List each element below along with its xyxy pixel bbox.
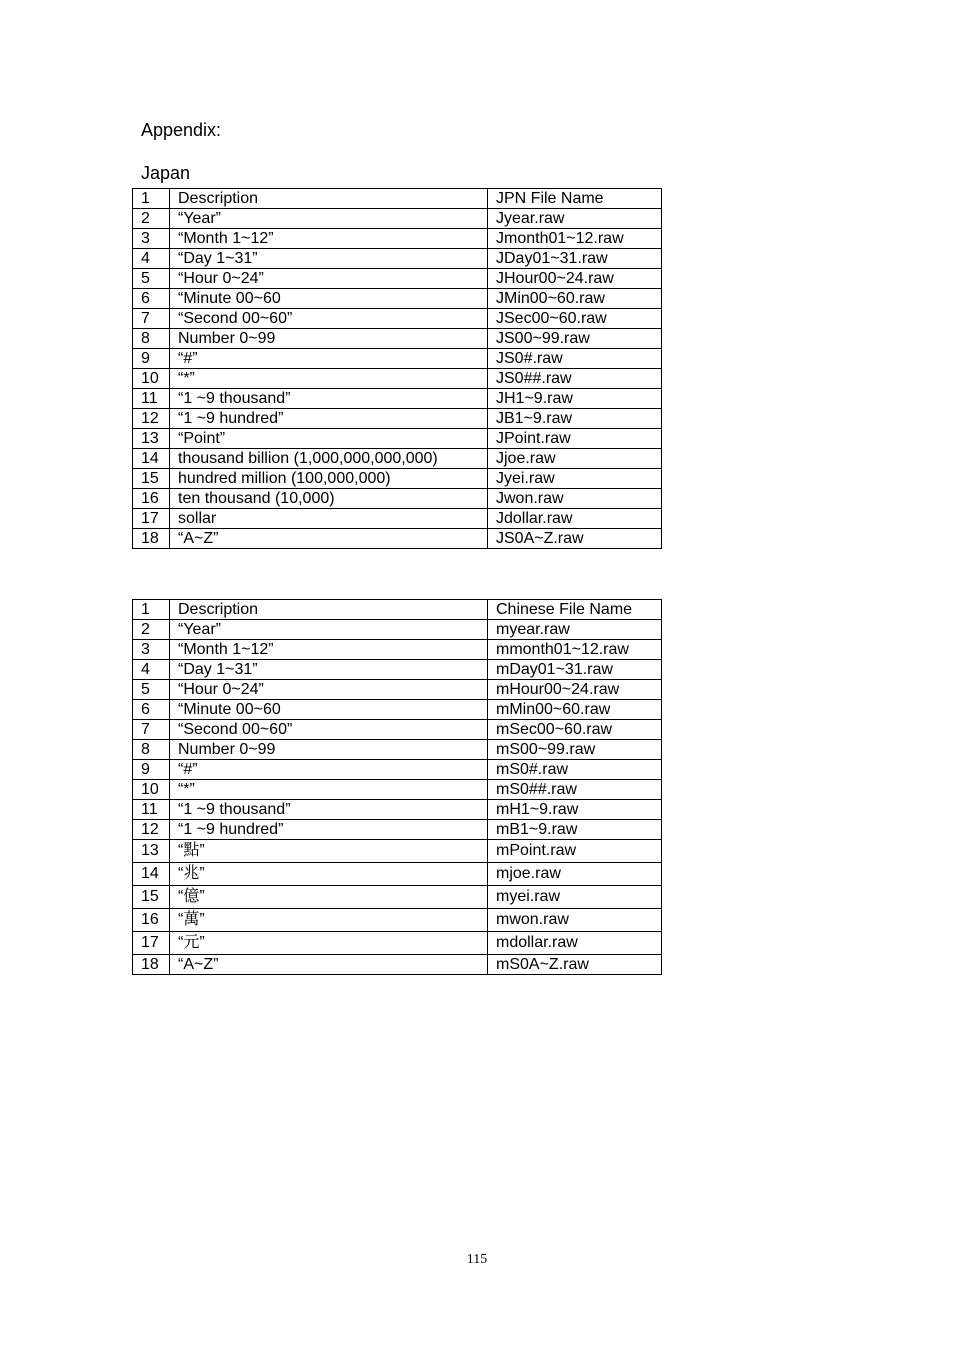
row-number-cell: 5 — [133, 680, 170, 700]
description-cell: thousand billion (1,000,000,000,000) — [170, 449, 488, 469]
description-cell: “Hour 0~24” — [170, 269, 488, 289]
file-name-cell: mmonth01~12.raw — [488, 640, 662, 660]
file-name-cell: mB1~9.raw — [488, 820, 662, 840]
description-cell: “1 ~9 hundred” — [170, 820, 488, 840]
table-row — [133, 429, 662, 449]
file-name-cell: mS00~99.raw — [488, 740, 662, 760]
row-number-cell: 15 — [133, 886, 170, 909]
row-number-cell: 7 — [133, 309, 170, 329]
row-number-cell: 8 — [133, 329, 170, 349]
file-name-cell: JS0##.raw — [488, 369, 662, 389]
row-number-cell: 8 — [133, 740, 170, 760]
table-row — [133, 680, 662, 700]
description-cell: “1 ~9 thousand” — [170, 800, 488, 820]
table-row — [133, 389, 662, 409]
japan-file-table — [132, 188, 662, 549]
file-name-cell: JS0#.raw — [488, 349, 662, 369]
description-cell: “萬” — [170, 909, 488, 932]
row-number-cell: 14 — [133, 449, 170, 469]
file-name-cell: JB1~9.raw — [488, 409, 662, 429]
file-name-cell: Jyear.raw — [488, 209, 662, 229]
description-cell: Number 0~99 — [170, 329, 488, 349]
file-name-cell: mDay01~31.raw — [488, 660, 662, 680]
description-cell: “#” — [170, 349, 488, 369]
description-cell: “A~Z” — [170, 529, 488, 549]
table-row — [133, 489, 662, 509]
row-number-cell: 5 — [133, 269, 170, 289]
table-row — [133, 409, 662, 429]
file-name-cell: JMin00~60.raw — [488, 289, 662, 309]
row-number-cell: 4 — [133, 660, 170, 680]
row-number-cell: 18 — [133, 529, 170, 549]
table-row — [133, 349, 662, 369]
appendix-heading: Appendix: — [141, 120, 222, 140]
chinese-file-table — [132, 599, 662, 975]
row-number-cell: 14 — [133, 863, 170, 886]
description-cell: “Month 1~12” — [170, 229, 488, 249]
file-name-cell: mS0##.raw — [488, 780, 662, 800]
file-name-cell: JSec00~60.raw — [488, 309, 662, 329]
file-name-cell: Jjoe.raw — [488, 449, 662, 469]
table-row — [133, 800, 662, 820]
row-number-cell: 4 — [133, 249, 170, 269]
table-row — [133, 469, 662, 489]
description-cell: “*” — [170, 780, 488, 800]
row-number-cell: 10 — [133, 369, 170, 389]
file-name-cell: JPN File Name — [488, 189, 662, 209]
table-header-row — [133, 189, 662, 209]
row-number-cell: 10 — [133, 780, 170, 800]
file-name-cell: JS0A~Z.raw — [488, 529, 662, 549]
description-cell: “點” — [170, 840, 488, 863]
table-header-row — [133, 600, 662, 620]
row-number-cell: 3 — [133, 229, 170, 249]
description-cell: “億” — [170, 886, 488, 909]
file-name-cell: Chinese File Name — [488, 600, 662, 620]
row-number-cell: 6 — [133, 289, 170, 309]
description-cell: “Day 1~31” — [170, 249, 488, 269]
description-cell: sollar — [170, 509, 488, 529]
row-number-cell: 12 — [133, 409, 170, 429]
row-number-cell: 17 — [133, 509, 170, 529]
table-row — [133, 886, 662, 909]
table-row — [133, 249, 662, 269]
table-row — [133, 820, 662, 840]
table-row — [133, 449, 662, 469]
file-name-cell: myei.raw — [488, 886, 662, 909]
file-name-cell: Jwon.raw — [488, 489, 662, 509]
file-name-cell: mSec00~60.raw — [488, 720, 662, 740]
description-cell: “A~Z” — [170, 955, 488, 975]
table-row — [133, 529, 662, 549]
file-name-cell: mPoint.raw — [488, 840, 662, 863]
table-row — [133, 209, 662, 229]
row-number-cell: 13 — [133, 429, 170, 449]
description-cell: “#” — [170, 760, 488, 780]
file-name-cell: Jmonth01~12.raw — [488, 229, 662, 249]
description-cell: Description — [170, 600, 488, 620]
table-row — [133, 909, 662, 932]
table-row — [133, 740, 662, 760]
table-row — [133, 369, 662, 389]
description-cell: ten thousand (10,000) — [170, 489, 488, 509]
row-number-cell: 11 — [133, 389, 170, 409]
table-row — [133, 863, 662, 886]
description-cell: hundred million (100,000,000) — [170, 469, 488, 489]
table-row — [133, 700, 662, 720]
row-number-cell: 2 — [133, 620, 170, 640]
row-number-cell: 13 — [133, 840, 170, 863]
table-row — [133, 780, 662, 800]
row-number-cell: 15 — [133, 469, 170, 489]
table-row — [133, 329, 662, 349]
description-cell: “1 ~9 thousand” — [170, 389, 488, 409]
description-cell: Number 0~99 — [170, 740, 488, 760]
row-number-cell: 16 — [133, 489, 170, 509]
description-cell: “Year” — [170, 209, 488, 229]
description-cell: “Hour 0~24” — [170, 680, 488, 700]
description-cell: Description — [170, 189, 488, 209]
japan-heading: Japan — [141, 163, 191, 183]
file-name-cell: mjoe.raw — [488, 863, 662, 886]
table-row — [133, 660, 662, 680]
table-row — [133, 289, 662, 309]
file-name-cell: mH1~9.raw — [488, 800, 662, 820]
row-number-cell: 1 — [133, 600, 170, 620]
description-cell: “Second 00~60” — [170, 309, 488, 329]
row-number-cell: 11 — [133, 800, 170, 820]
description-cell: “Year” — [170, 620, 488, 640]
row-number-cell: 18 — [133, 955, 170, 975]
description-cell: “Second 00~60” — [170, 720, 488, 740]
file-name-cell: JS00~99.raw — [488, 329, 662, 349]
table-row — [133, 229, 662, 249]
file-name-cell: Jdollar.raw — [488, 509, 662, 529]
row-number-cell: 12 — [133, 820, 170, 840]
row-number-cell: 9 — [133, 760, 170, 780]
file-name-cell: mS0#.raw — [488, 760, 662, 780]
file-name-cell: mwon.raw — [488, 909, 662, 932]
file-name-cell: mMin00~60.raw — [488, 700, 662, 720]
table-row — [133, 269, 662, 289]
file-name-cell: Jyei.raw — [488, 469, 662, 489]
table-row — [133, 620, 662, 640]
file-name-cell: myear.raw — [488, 620, 662, 640]
file-name-cell: mHour00~24.raw — [488, 680, 662, 700]
description-cell: “Minute 00~60 — [170, 289, 488, 309]
file-name-cell: mS0A~Z.raw — [488, 955, 662, 975]
table-row — [133, 640, 662, 660]
description-cell: “1 ~9 hundred” — [170, 409, 488, 429]
file-name-cell: JH1~9.raw — [488, 389, 662, 409]
row-number-cell: 7 — [133, 720, 170, 740]
row-number-cell: 1 — [133, 189, 170, 209]
description-cell: “Minute 00~60 — [170, 700, 488, 720]
table-row — [133, 840, 662, 863]
row-number-cell: 6 — [133, 700, 170, 720]
page-number: 115 — [466, 1252, 488, 1267]
description-cell: “元” — [170, 932, 488, 955]
file-name-cell: mdollar.raw — [488, 932, 662, 955]
row-number-cell: 3 — [133, 640, 170, 660]
row-number-cell: 16 — [133, 909, 170, 932]
table-row — [133, 509, 662, 529]
row-number-cell: 17 — [133, 932, 170, 955]
file-name-cell: JHour00~24.raw — [488, 269, 662, 289]
table-row — [133, 720, 662, 740]
table-row — [133, 955, 662, 975]
description-cell: “Month 1~12” — [170, 640, 488, 660]
description-cell: “Day 1~31” — [170, 660, 488, 680]
file-name-cell: JPoint.raw — [488, 429, 662, 449]
description-cell: “*” — [170, 369, 488, 389]
table-row — [133, 932, 662, 955]
row-number-cell: 9 — [133, 349, 170, 369]
file-name-cell: JDay01~31.raw — [488, 249, 662, 269]
table-row — [133, 760, 662, 780]
row-number-cell: 2 — [133, 209, 170, 229]
description-cell: “兆” — [170, 863, 488, 886]
description-cell: “Point” — [170, 429, 488, 449]
table-row — [133, 309, 662, 329]
